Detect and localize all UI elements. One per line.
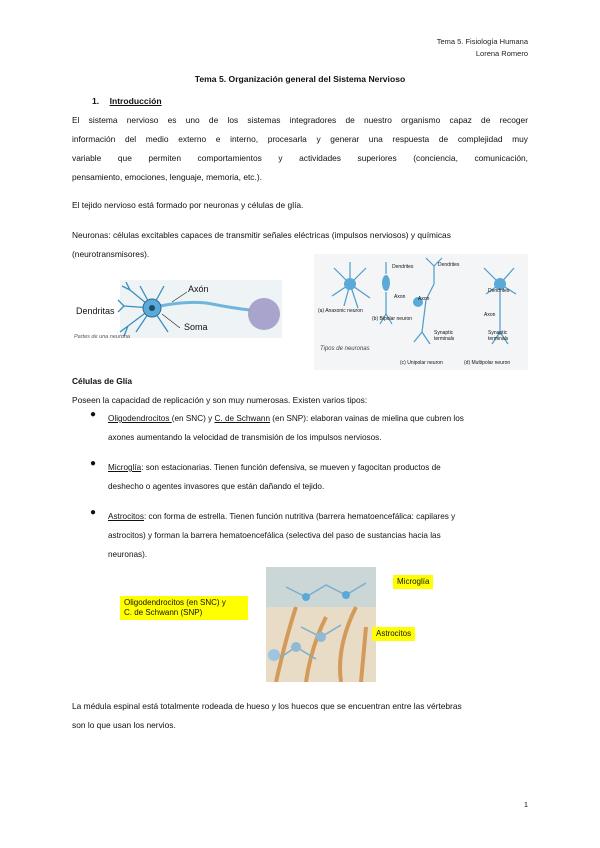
item-text-cont: astrocitos) y forman la barrera hematoencefálica (selectiva del paso de sustancias hacia las — [108, 531, 441, 540]
term-schwann: C. de Schwann — [214, 414, 271, 423]
intro-line: pensamiento, emociones, lenguaje, memoria, etc.). — [72, 172, 262, 182]
section-number: 1. — [92, 96, 100, 106]
intro-line: El sistema nervioso es uno de los sistemas integradores de nuestro organismo capaz de recoger — [72, 115, 528, 125]
label-synaptic-c: Synaptic terminals — [434, 330, 455, 342]
label-dendrites-b: Dendrites — [392, 264, 414, 270]
section-title: Introducción — [109, 96, 162, 106]
label-soma: Soma — [184, 322, 208, 332]
page-title: Tema 5. Organización general del Sistema Nervioso — [194, 74, 406, 84]
item-text: (en SNP): elaboran vainas de mielina que cubren los — [270, 414, 464, 423]
glia-intro: Poseen la capacidad de replicación y son muy numerosas. Existen varios tipos: — [72, 395, 368, 405]
item-text: : con forma de estrella. Tienen función nutritiva (barrera hematoencefálica: capilares y — [143, 512, 456, 521]
glia-item-astrocitos — [108, 507, 528, 526]
item-text: : son estacionarias. Tienen función defensiva, se mueven y fagocitan productos de — [141, 463, 441, 472]
glia-item-microglia — [108, 458, 528, 477]
glia-tissue-image — [266, 567, 376, 682]
label-unipolar: (c) Unipolar neuron — [400, 360, 443, 366]
item-text-cont: neuronas). — [108, 550, 148, 559]
neuron-types-figure — [314, 254, 528, 370]
bullet-icon: ● — [90, 409, 97, 420]
tejido-paragraph: El tejido nervioso está formado por neuronas y células de glía. — [72, 200, 304, 210]
glia-heading: Células de Glía — [72, 376, 133, 386]
label-dendritas: Dendritas — [76, 306, 115, 316]
label-axon-d: Axon — [484, 312, 496, 318]
section-heading — [92, 96, 162, 106]
neuron-parts-figure — [72, 278, 282, 344]
label-astrocitos: Astrocitos — [372, 627, 415, 641]
glia-item-oligodendrocitos — [108, 409, 528, 428]
label-oligo-schwann — [120, 596, 248, 620]
label-multipolar: (d) Multipolar neuron — [464, 360, 511, 366]
bullet-icon: ● — [90, 458, 97, 469]
term-astrocitos: Astrocitos — [108, 512, 144, 521]
neuron-figure-caption: Partes de una neurona — [74, 334, 130, 340]
label-microglia: Microglía — [393, 575, 433, 589]
neuronas-line: (neurotransmisores). — [72, 249, 150, 259]
term-oligodendrocitos: Oligodendrocitos — [108, 414, 172, 423]
label-bipolar: (b) Bipolar neuron — [372, 316, 413, 322]
label-axon: Axón — [188, 284, 209, 294]
label-oligo-line: Oligodendrocitos (en SNC) y — [124, 598, 226, 607]
label-anaxonic: (a) Anaxonic neuron — [318, 308, 363, 314]
label-schwann-line: C. de Schwann (SNP) — [124, 608, 203, 617]
running-header — [437, 36, 528, 60]
medula-line: La médula espinal está totalmente rodeada de hueso y los huecos que se encuentran entre las vértebras — [72, 701, 462, 711]
term-microglia: Microglía — [108, 463, 142, 472]
term-connector: (en SNC) y — [171, 414, 215, 423]
header-author: Lorena Romero — [475, 49, 528, 58]
label-axon-b: Axon — [394, 294, 406, 300]
label-dendrites-d: Dendrites — [488, 288, 510, 294]
medula-line: son lo que usan los nervios. — [72, 720, 176, 730]
intro-line: información del medio externo e interno, procesarla y generar una respuesta de complejidad muy — [72, 134, 528, 144]
types-figure-caption: Tipos de neuronas — [320, 346, 370, 352]
label-dendrites-c: Dendrites — [438, 262, 460, 268]
label-axon-c: Axon — [418, 296, 430, 302]
label-synaptic-d: Synaptic terminals — [488, 330, 509, 342]
page-number: 1 — [523, 800, 528, 809]
glia-illustration — [266, 567, 376, 682]
bullet-icon: ● — [90, 507, 97, 518]
intro-line: variable que permiten comportamientos y actividades superiores (conciencia, comunicación, — [72, 153, 528, 163]
neuronas-line: Neuronas: células excitables capaces de transmitir señales eléctricas (impulsos nerviosos) y químicas — [72, 230, 451, 240]
item-text-cont: deshecho o agentes invasores que están dañando el tejido. — [108, 482, 325, 491]
header-course: Tema 5. Fisiología Humana — [436, 37, 528, 46]
item-text-cont: axones aumentando la velocidad de transmisión de los impulsos nerviosos. — [108, 433, 382, 442]
